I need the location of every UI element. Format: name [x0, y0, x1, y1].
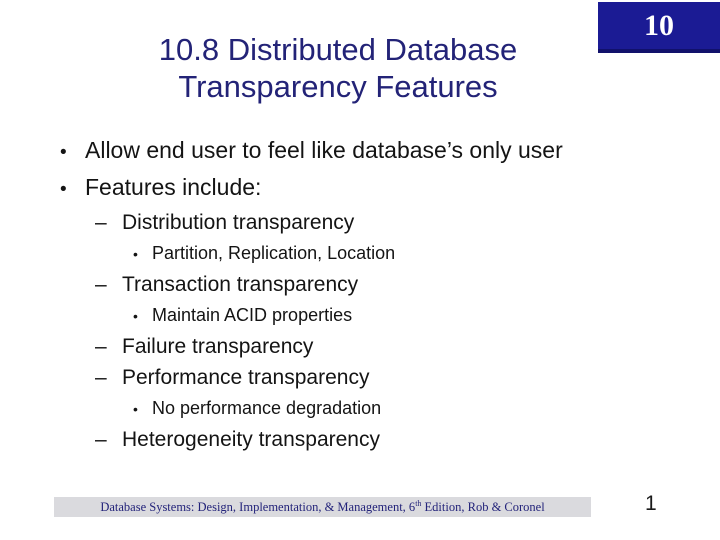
bullet-glyph: •: [60, 179, 67, 200]
page-number: 1: [645, 492, 657, 515]
list-item: [95, 331, 665, 362]
list-item-text: Failure transparency: [122, 335, 314, 358]
page-title-line2: Transparency Features: [178, 69, 498, 104]
dash-glyph: –: [95, 335, 107, 358]
list-item: [95, 424, 665, 455]
list-item: [95, 269, 665, 300]
list-item-text: No performance degradation: [152, 398, 382, 418]
list-item: [133, 238, 665, 269]
bullet-glyph: •: [60, 142, 67, 163]
footer-citation-start: Database Systems: Design, Implementation, & Management, 6: [100, 499, 416, 514]
list-item-text: Heterogeneity transparency: [122, 428, 380, 451]
list-item-text: Transaction transparency: [122, 273, 359, 296]
list-item: [133, 300, 665, 331]
list-item-text: Partition, Replication, Location: [152, 243, 396, 263]
list-item: [95, 207, 665, 238]
dash-glyph: –: [95, 273, 107, 296]
list-item: [55, 170, 665, 207]
bullet-list: [55, 133, 665, 455]
footer-citation-superscript: th: [415, 498, 422, 508]
page-title-line1: 10.8 Distributed Database: [158, 32, 518, 67]
footer-citation-end: Edition, Rob & Coronel: [421, 499, 545, 514]
list-item-text: Maintain ACID properties: [152, 305, 353, 325]
list-item: [133, 393, 665, 424]
bullet-glyph: •: [133, 246, 138, 262]
bullet-glyph: •: [133, 308, 138, 324]
list-item: [55, 133, 665, 170]
footer-bar: [54, 497, 591, 517]
dash-glyph: –: [95, 428, 107, 451]
dash-glyph: –: [95, 211, 107, 234]
chapter-number: 10: [644, 8, 674, 42]
list-item-text: Features include:: [85, 174, 262, 200]
list-item-text: Allow end user to feel like database’s only user: [85, 137, 563, 163]
dash-glyph: –: [95, 366, 107, 389]
bullet-glyph: •: [133, 401, 138, 417]
footer-citation: [100, 500, 544, 515]
list-item-text: Distribution transparency: [122, 211, 355, 234]
page-title: [0, 31, 676, 105]
list-item-text: Performance transparency: [122, 366, 370, 389]
list-item: [95, 362, 665, 393]
